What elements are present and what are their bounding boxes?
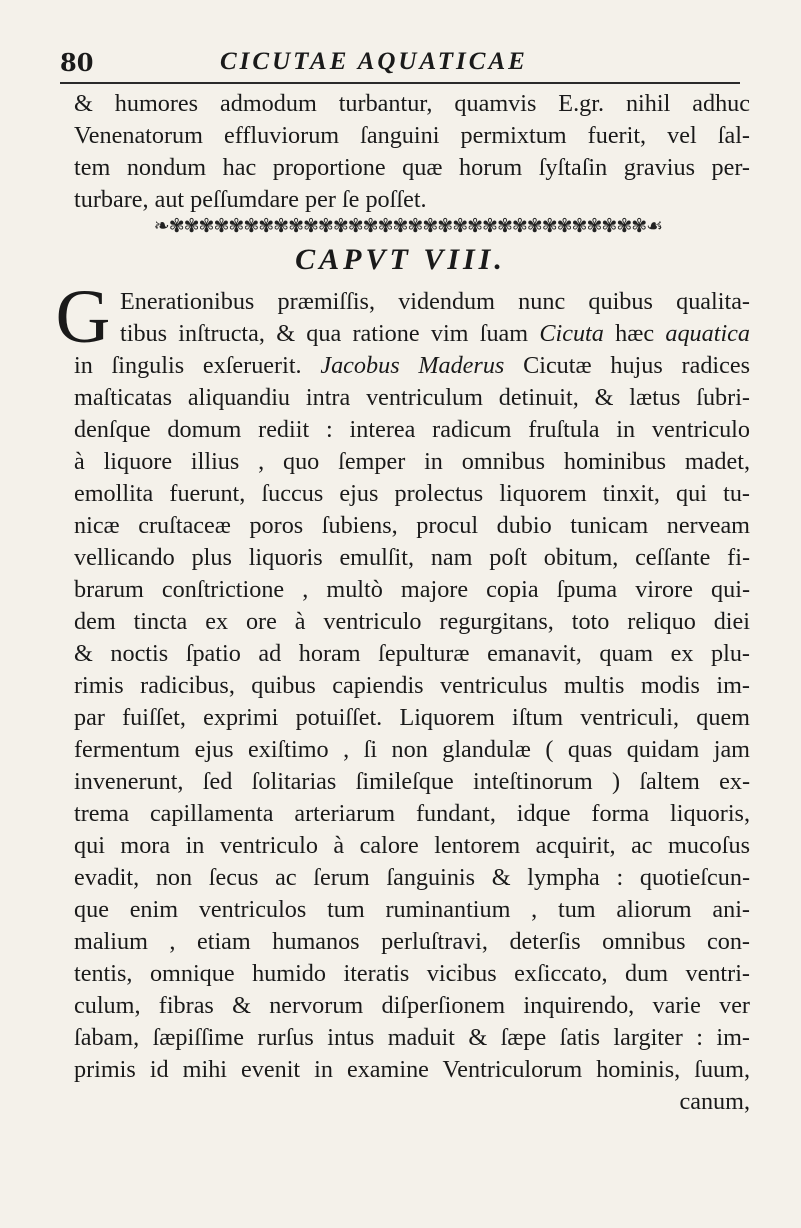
text-run: tibus inſtructa, & qua ratione vim ſuam (120, 320, 540, 347)
text-line: par fuiſſet, exprimi potuiſſet. Liquorem iſtum ventriculi, quem (74, 704, 750, 731)
drop-cap: G (55, 275, 111, 359)
text-line-third (74, 350, 750, 382)
text-line: Venenatorum effluviorum ſanguini permixtum fuerit, vel ſal- (74, 122, 750, 149)
header-rule (60, 82, 740, 84)
text-run: in ſingulis exſeruerit. (74, 352, 321, 379)
text-line: tentis, omnique humido iteratis vicibus exſiccato, dum ventri- (74, 960, 750, 987)
text-line: vellicando plus liquoris emulſit, nam poſt obitum, ceſſante fi- (74, 544, 750, 571)
text-line: brarum conſtrictione , multò majore copia ſpuma virore qui- (74, 576, 750, 603)
text-line: à liquore illius , quo ſemper in omnibus hominibus madet, (74, 448, 750, 475)
italic-term-cicuta: Cicuta (539, 320, 604, 347)
running-head (60, 48, 740, 82)
text-line: turbare, aut peſſumdare per ſe poſſet. (74, 186, 427, 213)
italic-term-aquatica: aquatica (665, 320, 750, 347)
chapter-heading: CAPVT VIII. (295, 243, 506, 276)
text-line: tem nondum hac proportione quæ horum ſyſtaſin gravius per- (74, 154, 750, 181)
italic-author-name: Jacobus Maderus (320, 352, 505, 379)
text-line: emollita fuerunt, ſuccus ejus prolectus liquorem tinxit, qui tu- (74, 480, 750, 507)
page-number: 80 (60, 48, 94, 77)
text-line: ſabam, ſæpiſſime rurſus intus maduit & ſæpe ſatis largiter : im- (74, 1024, 750, 1051)
text-line: fermentum ejus exiſtimo , ſi non glandulæ ( quas quidam jam (74, 736, 750, 763)
text-line: rimis radicibus, quibus capiendis ventriculus multis modis im- (74, 672, 750, 699)
text-line: denſque domum rediit : interea radicum fruſtula in ventriculo (74, 416, 750, 443)
text-line: evadit, non ſecus ac ſerum ſanguinis & lympha : quotieſcun- (74, 864, 750, 891)
text-line: invenerunt, ſed ſolitarias ſimileſque inteſtinorum ) ſaltem ex- (74, 768, 750, 795)
text-line-second (74, 318, 750, 350)
text-run: hæc (603, 320, 666, 347)
text-line: trema capillamenta arteriarum fundant, idque forma liquoris, (74, 800, 750, 827)
running-title: CICUTAE AQUATICAE (220, 48, 528, 75)
text-line: culum, fibras & nervorum diſperſionem inquirendo, varie ver (74, 992, 750, 1019)
paragraph-chapter (74, 286, 750, 1118)
text-line: primis id mihi evenit in examine Ventriculorum hominis, ſuum, (74, 1056, 750, 1083)
text-line: maſticatas aliquandiu intra ventriculum detinuit, & lætus ſubri- (74, 384, 750, 411)
text-line: nicæ cruſtaceæ poros ſubiens, procul dubio tunicam nerveam (74, 512, 750, 539)
paragraph-continued (74, 88, 750, 216)
text-line: dem tincta ex ore à ventriculo regurgitans, toto reliquo diei (74, 608, 750, 635)
text-run: Cicutæ hujus radices (504, 352, 750, 379)
catchword: canum, (679, 1088, 750, 1115)
text-line: qui mora in ventriculo à calore lentorem acquirit, ac mucoſus (74, 832, 750, 859)
text-line: que enim ventriculos tum ruminantium , tum aliorum ani- (74, 896, 750, 923)
text-line: & humores admodum turbantur, quamvis E.gr. nihil adhuc (74, 90, 750, 117)
text-line: & noctis ſpatio ad horam ſepulturæ emanavit, quam ex plu- (74, 640, 750, 667)
ornament-rule: ❧✾✾✾✾✾✾✾✾✾✾✾✾✾✾✾✾✾✾✾✾✾✾✾✾✾✾✾✾✾✾✾✾☙ (153, 216, 663, 236)
text-line-first: Enerationibus præmiſſis, videndum nunc quibus qualita- (120, 288, 750, 315)
text-line: malium , etiam humanos perluſtravi, deterſis omnibus con- (74, 928, 750, 955)
